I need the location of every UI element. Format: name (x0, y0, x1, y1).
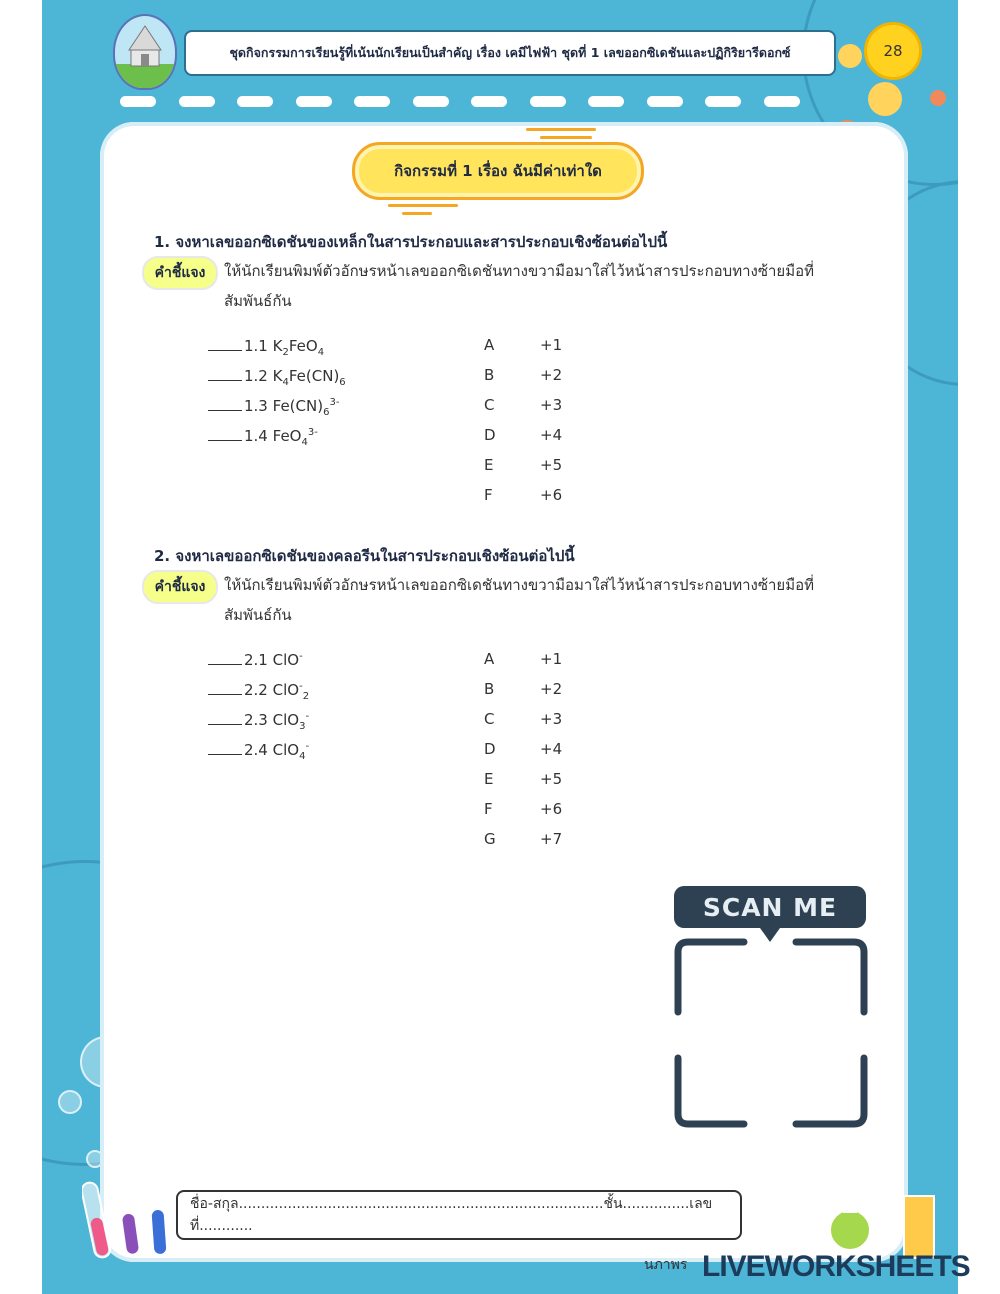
choice-value: +2 (540, 366, 563, 384)
choice-value: +3 (540, 396, 563, 414)
answer-blank[interactable] (208, 680, 242, 695)
activity-title: กิจกรรมที่ 1 เรื่อง ฉันมีค่าเท่าใด (352, 142, 644, 200)
choice-value: +1 (540, 650, 563, 668)
choice-letter: B (484, 680, 495, 698)
choice-value: +4 (540, 426, 563, 444)
answer-blank[interactable] (208, 710, 242, 725)
question-1-title: 1. จงหาเลขออกซิเดชันของเหล็กในสารประกอบและสารประกอบเชิงซ้อนต่อไปนี้ (154, 233, 668, 251)
scan-me-frame (674, 886, 868, 1130)
answer-item-1-2[interactable]: 1.2 $K_4Fe(CN)_6$ (208, 366, 346, 388)
answer-blank[interactable] (208, 366, 242, 381)
answer-item-2-2[interactable]: 2.2 ClO-$_2$ (208, 680, 309, 702)
liveworksheets-logo: LIVEWORKSHEETS (702, 1250, 970, 1283)
choice-value: +5 (540, 456, 563, 474)
answer-blank[interactable] (208, 336, 242, 351)
decorative-line (388, 204, 458, 207)
qr-frame-icon (674, 886, 868, 1130)
molecule-decoration (930, 90, 946, 106)
choice-letter: A (484, 650, 495, 668)
molecule-decoration (868, 82, 902, 116)
answer-item-2-1[interactable]: 2.1 ClO- (208, 650, 303, 672)
instruction-label: คำชี้แจง (142, 256, 218, 290)
choice-value: +6 (540, 800, 563, 818)
instruction-label: คำชี้แจง (142, 570, 218, 604)
answer-blank[interactable] (208, 396, 242, 411)
choice-letter: F (484, 486, 493, 504)
answer-item-1-1[interactable]: 1.1 $K_2FeO_4$ (208, 336, 324, 358)
choice-letter: C (484, 396, 495, 414)
answer-blank[interactable] (208, 650, 242, 665)
bubble-decoration (58, 1090, 82, 1114)
choice-letter: E (484, 456, 494, 474)
student-info-field[interactable]: ชื่อ-สกุล..................................................................................ชั้น...............เลขที่............ (176, 1190, 742, 1240)
instruction-line: ให้นักเรียนพิมพ์ตัวอักษรหน้าเลขออกซิเดชันทางขวามือมาใส่ไว้หน้าสารประกอบทางซ้ายมือที่ (224, 576, 815, 594)
school-logo (113, 14, 177, 90)
choice-letter: C (484, 710, 495, 728)
answer-item-2-4[interactable]: 2.4 ClO$_4$- (208, 740, 309, 762)
choice-value: +1 (540, 336, 563, 354)
choice-letter: F (484, 800, 493, 818)
molecule-decoration (838, 44, 862, 68)
answer-item-1-4[interactable]: 1.4 FeO$_4^{3-}$ (208, 426, 318, 448)
scan-me-label: SCAN ME (674, 886, 866, 928)
answer-item-2-3[interactable]: 2.3 ClO$_3$- (208, 710, 309, 732)
choice-value: +3 (540, 710, 563, 728)
choice-value: +2 (540, 680, 563, 698)
choice-letter: G (484, 830, 496, 848)
author-name: นภาพร (644, 1257, 688, 1273)
answer-blank[interactable] (208, 426, 242, 441)
choice-value: +6 (540, 486, 563, 504)
question-2-title: 2. จงหาเลขออกซิเดชันของคลอรีนในสารประกอบเชิงซ้อนต่อไปนี้ (154, 547, 575, 565)
choice-letter: D (484, 740, 496, 758)
decorative-line (526, 128, 596, 131)
question-1-instruction (224, 256, 824, 316)
choice-letter: B (484, 366, 495, 384)
choice-letter: D (484, 426, 496, 444)
question-2-instruction (224, 570, 824, 630)
header-title: ชุดกิจกรรมการเรียนรู้ที่เน้นนักเรียนเป็นสำคัญ เรื่อง เคมีไฟฟ้า ชุดที่ 1 เลขออกซิเดชันและปฏิกิริยารีดอกซ์ (184, 30, 836, 76)
choice-value: +4 (540, 740, 563, 758)
answer-blank[interactable] (208, 740, 242, 755)
choice-letter: E (484, 770, 494, 788)
decorative-line (402, 212, 432, 215)
answer-item-1-3[interactable]: 1.3 $Fe(CN)_6^{3-}$ (208, 396, 339, 418)
instruction-line: สัมพันธ์กัน (224, 292, 292, 310)
dash-divider (120, 96, 800, 108)
test-tubes-icon (82, 1166, 182, 1266)
page-number: 28 (864, 22, 922, 80)
choice-value: +7 (540, 830, 563, 848)
choice-value: +5 (540, 770, 563, 788)
decorative-line (540, 136, 592, 139)
instruction-line: ให้นักเรียนพิมพ์ตัวอักษรหน้าเลขออกซิเดชันทางขวามือมาใส่ไว้หน้าสารประกอบทางซ้ายมือที่ (224, 262, 815, 280)
choice-letter: A (484, 336, 495, 354)
instruction-line: สัมพันธ์กัน (224, 606, 292, 624)
